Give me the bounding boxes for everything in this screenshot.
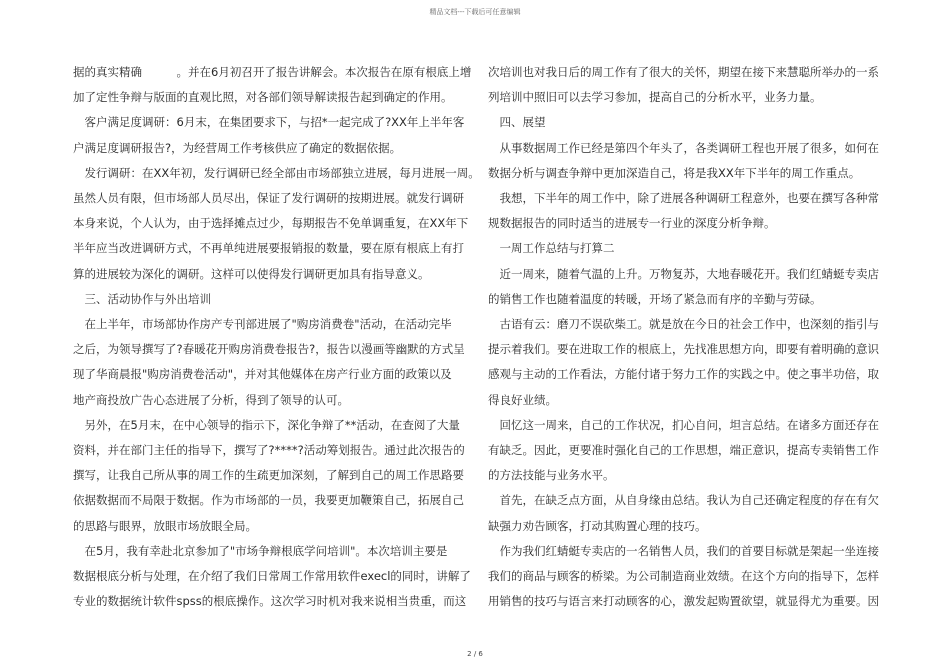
text-line: 缺强力劝告顾客，打动其购置心理的技巧。 — [488, 518, 707, 533]
text-line: 列培训中照旧可以去学习参加，提高自己的分析水平，业务力量。 — [488, 90, 822, 105]
text-line: 四、展望 — [488, 115, 546, 130]
text-line: 的方法技能与业务水平。 — [488, 468, 615, 483]
text-line: 数据根底分析与处理，在介绍了我们日常周工作常用软件execl的同时，讲解了 — [73, 569, 471, 584]
text-line: 在5月，我有幸赴北京参加了"市场争辩根底学问培训"。本次培训主要是 — [73, 543, 448, 558]
text-line: 提示着我们。要在进取工作的根底上，先找准思想方向，即要有着明确的意识 — [488, 342, 879, 357]
text-line: 三、活动协作与外出培训 — [73, 291, 211, 306]
page-header: 精品文档---下载后可任意编辑 — [429, 8, 521, 16]
text-line: 感观与主动的工作看法，方能付诸于努力工作的实践之中。使之事半功倍，取 — [488, 367, 879, 382]
text-line: 古语有云：磨刀不误砍柴工。就是放在今日的社会工作中，也深刻的指引与 — [488, 317, 879, 332]
text-line: 次培训也对我日后的周工作有了很大的关怀，期望在接下来慧聪所举办的一系 — [488, 65, 879, 79]
text-line: 本身来说，个人认为，由于选择摊点过少，每期报告不免单调重复，在XX年下 — [73, 216, 469, 231]
text-line: 作为我们红蜻蜓专卖店的一名销售人员，我们的首要目标就是架起一坐连接 — [488, 543, 879, 558]
text-line: 客户满足度调研：6月末，在集团要求下，与招*一起完成了?XX年上半年客 — [73, 115, 465, 130]
text-line: 地产商投放广告心态进展了分析，得到了领导的认可。 — [73, 392, 349, 407]
text-line: 发行调研：在XX年初，发行调研已经全部由市场部独立进展，每月进展一周。 — [73, 165, 480, 180]
text-line: 虽然人员有限，但市场部人员尽出，保证了发行调研的按期进展。就发行调研 — [73, 191, 464, 206]
text-line: 依据数据而不局限于数据。作为市场部的一员，我要更加鞭策自己，拓展自己 — [73, 493, 464, 508]
text-line: 户满足度调研报告?，为经营周工作考核供应了确定的数据依据。 — [73, 140, 402, 155]
text-line: 加了定性争辩与版面的直观比照，对各部们领导解读报告起到确定的作用。 — [73, 90, 453, 105]
text-line: 在上半年，市场部协作房产专刊部进展了"购房消费卷"活动，在活动完毕 — [73, 317, 452, 332]
text-line: 撰写，让我自己所从事的周工作的生疏更加深刻，了解到自己的周工作思路要 — [73, 468, 464, 483]
text-line: 有缺乏。因此，更要准时强化自己的工作思想，端正意识，提高专卖销售工作 — [488, 443, 879, 458]
right-column — [488, 60, 880, 614]
text-line: 专业的数据统计软件spss的根底操作。这次学习时机对我来说相当贵重，而这 — [73, 594, 467, 609]
text-line: 得良好业绩。 — [488, 392, 557, 407]
text-line: 之后，为领导撰写了?春暖花开购房消费卷报告?，报告以漫画等幽默的方式呈 — [73, 342, 465, 357]
page-number: 2 / 6 — [467, 650, 483, 658]
text-line: 数据分析与调查争辩中更加深造自己，将是我XX年下半年的周工作重点。 — [488, 165, 861, 180]
text-line: 我想，下半年的周工作中，除了进展各种调研工程意外，也要在撰写各种常 — [488, 191, 879, 206]
text-line: 回忆这一周来，自己的工作状况，扪心自问，坦言总结。在诸多方面还存在 — [488, 417, 879, 432]
text-line: 用销售的技巧与语言来打动顾客的心，激发起购置欲望，就显得尤为重要。因 — [488, 594, 879, 609]
text-line: 近一周来，随着气温的上升。万物复苏，大地春暖花开。我们红蜻蜓专卖店 — [488, 266, 879, 281]
text-line: 的思路与眼界，放眼市场放眼全局。 — [73, 518, 257, 533]
text-line: 现了华商晨报"购房消费卷活动"，并对其他媒体在房产行业方面的政策以及 — [73, 367, 452, 382]
text-line: 一周工作总结与打算二 — [488, 241, 615, 256]
text-line: 半年应当改进调研方式，不再单纯进展要报销报的数量，要在原有根底上有打 — [73, 241, 464, 256]
text-line: 我们的商品与顾客的桥梁。为公司制造商业效绩。在这个方向的指导下，怎样 — [488, 569, 879, 584]
text-line: 的销售工作也随着温度的转暖，开场了紧急而有序的辛勤与劳碌。 — [488, 291, 822, 306]
text-line: 首先，在缺乏点方面，从自身缘由总结。我认为自己还确定程度的存在有欠 — [488, 493, 879, 508]
text-line: 算的进展较为深化的调研。这样可以使得发行调研更加具有指导意义。 — [73, 266, 430, 281]
text-line: 据的真实精确 。并在6月初召开了报告讲解会。本次报告在原有根底上增 — [73, 65, 472, 79]
left-column — [73, 60, 480, 614]
text-line: 另外，在5月末，在中心领导的指示下，深化争辩了**活动，在查阅了大量 — [73, 417, 460, 432]
text-line: 资料，并在部门主任的指导下，撰写了?****?活动筹划报告。通过此次报告的 — [73, 443, 465, 458]
text-line: 从事数据周工作已经是第四个年头了，各类调研工程也开展了很多，如何在 — [488, 140, 879, 155]
text-line: 规数据报告的同时适当的进展专一行业的深度分析争辩。 — [488, 216, 776, 231]
